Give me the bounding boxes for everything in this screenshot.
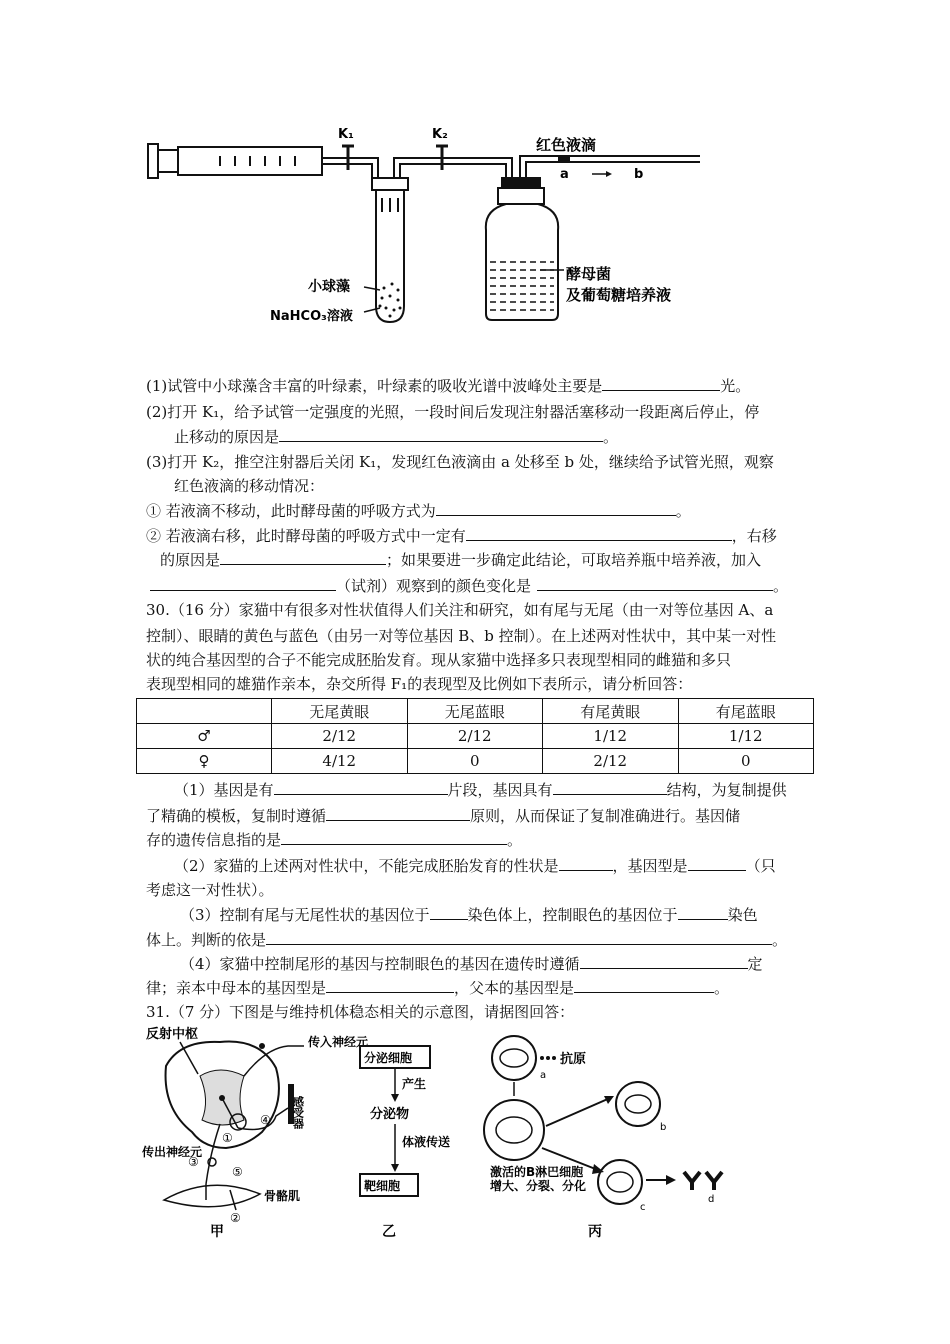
q30-sub-7: 体上。判断的依是 。	[146, 928, 787, 952]
q30-line-4: 表现型相同的雄猫作亲本，杂交所得 F₁的表现型及比例如下表所示，请分析回答：	[146, 675, 693, 693]
q30-line-1: 30.（16 分）家猫中有很多对性状值得人们关注和研究，如有尾与无尾（由一对等位基因 A、a	[146, 601, 774, 619]
table-header-row: 无尾黄眼 无尾蓝眼 有尾黄眼 有尾蓝眼	[137, 699, 814, 724]
figure-yi-caption: 乙	[382, 1224, 396, 1240]
svg-text:④: ④	[260, 1113, 271, 1127]
answer-blank[interactable]	[436, 499, 676, 516]
secretion-label: 分泌物	[370, 1107, 410, 1122]
antibody-d	[684, 1172, 722, 1190]
k2-label: K₂	[432, 127, 448, 142]
q30-sub-1: （1）基因是有 片段，基因具有 结构，为复制提供	[174, 778, 787, 802]
svg-text:靶细胞: 靶细胞	[364, 1179, 401, 1193]
answer-blank[interactable]	[678, 903, 728, 920]
f1-phenotype-table	[136, 698, 814, 774]
q30-sub-9: 律；亲本中母本的基因型是 ，父本的基因型是 。	[146, 976, 729, 1000]
reflex-arc-diagram	[140, 1024, 369, 1240]
answer-blank[interactable]	[553, 778, 667, 795]
reflex-center-label: 反射中枢	[146, 1027, 199, 1042]
muscle-shape	[164, 1185, 260, 1206]
answer-blank[interactable]	[688, 854, 746, 871]
q30-sub-3: 存的遗传信息指的是 。	[146, 828, 522, 852]
answer-blank[interactable]	[281, 828, 507, 845]
glucose-label: 及葡萄糖培养液	[566, 286, 672, 304]
answer-blank[interactable]	[580, 952, 748, 969]
q29-line-4: (3)打开 K₂，推空注射器后关闭 K₁，发现红色液滴由 a 处移至 b 处，继续给予试管光照，观察	[146, 453, 774, 471]
point-a-label: a	[560, 167, 569, 182]
answer-blank[interactable]	[266, 928, 772, 945]
antigen-label: 抗原	[560, 1052, 587, 1067]
answer-blank[interactable]	[274, 778, 448, 795]
answer-blank[interactable]	[150, 574, 336, 591]
cell-a	[492, 1036, 536, 1080]
answer-blank[interactable]	[537, 574, 773, 591]
q29-line-6: ① 若液滴不移动，此时酵母菌的呼吸方式为 。	[146, 499, 691, 523]
efferent-label: 传出神经元	[142, 1145, 203, 1159]
answer-blank[interactable]	[574, 976, 714, 993]
q30-line-3: 状的纯合基因型的合子不能完成胚胎发育。现从家猫中选择多只表现型相同的雌猫和多只	[146, 651, 732, 669]
answer-blank[interactable]	[279, 425, 603, 442]
q29-line-5: 红色液滴的移动情况：	[174, 477, 325, 495]
svg-text:a: a	[540, 1070, 547, 1081]
q30-sub-6: （3）控制有尾与无尾性状的基因位于 染色体上，控制眼色的基因位于 染色	[180, 903, 758, 927]
process-label: 增大、分裂、分化	[490, 1179, 587, 1193]
syringe	[148, 144, 340, 178]
secretion-flow-diagram	[352, 1040, 462, 1240]
red-drop-label: 红色液滴	[536, 136, 597, 154]
q29-line-8: 的原因是 ；如果要进一步确定此结论，可取培养瓶中培养液，加入	[160, 548, 761, 572]
svg-text:①: ①	[222, 1131, 233, 1145]
q29-line-3: 止移动的原因是 。	[174, 425, 618, 449]
svg-text:c: c	[640, 1202, 646, 1213]
figure-jia-caption: 甲	[210, 1224, 224, 1240]
answer-blank[interactable]	[326, 804, 470, 821]
cell-b	[616, 1082, 660, 1126]
figure-bing-caption: 丙	[588, 1224, 602, 1240]
table-row: ♀ 4/12 0 2/12 0	[137, 749, 814, 774]
activated-b-label: 激活的B淋巴细胞	[490, 1165, 584, 1179]
apparatus-figure	[140, 118, 700, 328]
afferent-label: 传入神经元	[308, 1035, 369, 1049]
immune-response-diagram	[470, 1030, 770, 1240]
svg-text:⑤: ⑤	[232, 1165, 243, 1179]
q30-sub-2: 了精确的模板，复制时遵循 原则，从而保证了复制准确进行。基因储	[146, 804, 740, 828]
q29-line-7: ② 若液滴右移，此时酵母菌的呼吸方式中一定有 ，右移	[146, 524, 777, 548]
q29-line-2: (2)打开 K₁，给予试管一定强度的光照，一段时间后发现注射器活塞移动一段距离后停止，停	[146, 403, 760, 421]
q29-line-1: (1)试管中小球藻含丰富的叶绿素，叶绿素的吸收光谱中波峰处主要是 光。	[146, 374, 750, 398]
answer-blank[interactable]	[326, 976, 454, 993]
q30-sub-4: （2）家猫的上述两对性状中，不能完成胚胎发育的性状是 ，基因型是 （只	[174, 854, 776, 878]
q30-sub-8: （4）家猫中控制尾形的基因与控制眼色的基因在遗传时遵循 定	[180, 952, 763, 976]
q30-line-2: 控制）、眼睛的黄色与蓝色（由另一对等位基因 B、b 控制）。在上述两对性状中，其中某一对性	[146, 627, 777, 645]
chlorella-dots	[379, 283, 402, 318]
answer-blank[interactable]	[602, 374, 720, 391]
muscle-label: 骨骼肌	[264, 1189, 301, 1203]
chlorella-label: 小球藻	[308, 279, 350, 295]
test-tube	[372, 178, 408, 322]
svg-text:②: ②	[230, 1211, 241, 1225]
svg-text:分泌细胞: 分泌细胞	[364, 1051, 413, 1065]
svg-text:b: b	[660, 1122, 667, 1133]
answer-blank[interactable]	[220, 548, 386, 565]
q29-line-9: （试剂）观察到的颜色变化是 。	[150, 574, 788, 598]
cell-c	[598, 1160, 642, 1204]
answer-blank[interactable]	[430, 903, 468, 920]
svg-text:③: ③	[188, 1155, 199, 1169]
table-row: ♂ 2/12 2/12 1/12 1/12	[137, 724, 814, 749]
b-lymphocyte	[484, 1100, 544, 1160]
q30-sub-5: 考虑这一对性状）。	[146, 881, 274, 899]
nahco3-label: NaHCO₃溶液	[270, 309, 353, 324]
q31-title: 31.（7 分）下图是与维持机体稳态相关的示意图，请据图回答：	[146, 1003, 575, 1021]
point-b-label: b	[634, 167, 644, 182]
svg-text:d: d	[708, 1194, 715, 1205]
red-droplet	[558, 156, 570, 162]
svg-text:体液传送: 体液传送	[402, 1135, 451, 1149]
answer-blank[interactable]	[466, 524, 732, 541]
culture-bottle	[486, 178, 558, 320]
answer-blank[interactable]	[559, 854, 613, 871]
svg-text:产生: 产生	[402, 1077, 427, 1091]
receptor-label: 感受器	[291, 1096, 305, 1129]
yeast-label: 酵母菌	[566, 265, 612, 283]
k1-label: K₁	[338, 127, 354, 142]
